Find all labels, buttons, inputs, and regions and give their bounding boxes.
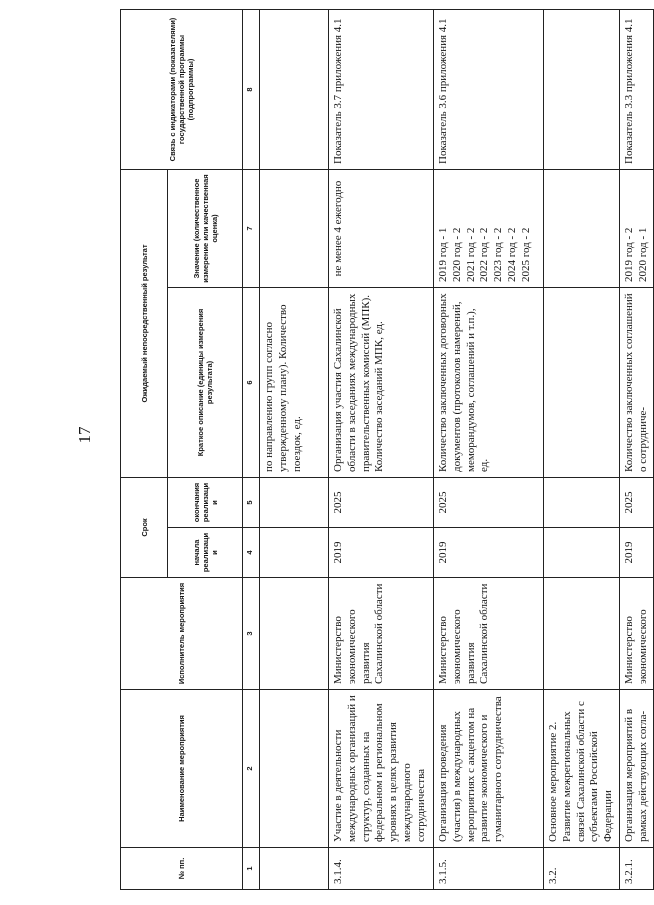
cell-start: 2019 [619, 528, 654, 578]
header-no: № пп. [121, 848, 243, 890]
header-term-start: начала реализации [168, 528, 243, 578]
cell-executor [544, 578, 620, 690]
header-result-value: Значение (количественное измерение или качественная оценка) [168, 170, 243, 288]
table-row [544, 10, 620, 890]
cell-link: Показатель 3.6 приложения 4.1 [434, 10, 544, 170]
cell-name: Организация проведения (участия) в международных мероприятиях с акцентом на развитие экономического и гуманитарного сотрудничества [434, 690, 544, 848]
header-term: Срок [121, 478, 168, 578]
cell-result-value: 2019 год - 1 2020 год - 2 2021 год - 2 2022 год - 2 2023 год - 2 2024 год - 2 2025 год - 2 [434, 170, 544, 288]
table-row [260, 10, 329, 890]
cell-end: 2025 [619, 478, 654, 528]
header-result-desc: Краткое описание (единицы измерения результата) [168, 288, 243, 478]
cell-result-value: не менее 4 ежегодно [329, 170, 434, 288]
column-number: 6 [243, 288, 260, 478]
cell-end [544, 478, 620, 528]
cell-executor: Министерство экономического [619, 578, 654, 690]
cell-result-value: 2019 год - 2 2020 год - 1 [619, 170, 654, 288]
cell-start: 2019 [434, 528, 544, 578]
cell-result-value [260, 170, 329, 288]
column-number: 7 [243, 170, 260, 288]
cell-result-desc [544, 288, 620, 478]
cell-no: 3.2.1. [619, 848, 654, 890]
column-number: 4 [243, 528, 260, 578]
page-number: 17 [75, 426, 94, 444]
cell-no [260, 848, 329, 890]
cell-no: 3.1.5. [434, 848, 544, 890]
cell-link: Показатель 3.7 приложения 4.1 [329, 10, 434, 170]
cell-link [544, 10, 620, 170]
cell-link: Показатель 3.3 приложения 4.1 [619, 10, 654, 170]
table-row [329, 10, 434, 890]
column-number-row [243, 10, 260, 890]
header-result: Ожидаемый непосредственный результат [121, 170, 168, 478]
header-name: Наименование мероприятия [121, 690, 243, 848]
cell-start [260, 528, 329, 578]
cell-result-desc: Количество заключенных соглашений о сотрудниче- [619, 288, 654, 478]
cell-result-value [544, 170, 620, 288]
column-number: 3 [243, 578, 260, 690]
header-row-1 [121, 10, 168, 890]
column-number: 2 [243, 690, 260, 848]
cell-result-desc: Количество заключенных договорных документов (протоколов намерений, меморандумов, соглашений и т.п.), ед. [434, 288, 544, 478]
header-executor: Исполнитель мероприятия [121, 578, 243, 690]
cell-executor [260, 578, 329, 690]
header-term-end: окончания реализации [168, 478, 243, 528]
cell-link [260, 10, 329, 170]
cell-name [260, 690, 329, 848]
column-number: 5 [243, 478, 260, 528]
cell-end: 2025 [329, 478, 434, 528]
header-link: Связь с индикаторами (показателями) государственной программы (подпрограммы) [121, 10, 243, 170]
cell-name: Основное мероприятие 2. Развитие межрегиональных связей Сахалинской области с субъектами Российской Федерации [544, 690, 620, 848]
cell-start: 2019 [329, 528, 434, 578]
cell-result-desc: по направлению групп согласно утвержденному плану). Количество поездок, ед. [260, 288, 329, 478]
column-number: 1 [243, 848, 260, 890]
activities-table [120, 9, 654, 890]
rotated-table-wrapper [120, 10, 649, 890]
cell-end [260, 478, 329, 528]
table-row [619, 10, 654, 890]
cell-end: 2025 [434, 478, 544, 528]
cell-executor: Министерство экономического развития Сахалинской области [434, 578, 544, 690]
cell-result-desc: Организация участия Сахалинской области в заседаниях международных правительственных комиссий (МПК). Количество заседаний МПК, ед. [329, 288, 434, 478]
table-row [434, 10, 544, 890]
cell-no: 3.1.4. [329, 848, 434, 890]
column-number: 8 [243, 10, 260, 170]
cell-name: Участие в деятельности международных организаций и структур, созданных на федеральном и региональном уровнях в целях развития международного сотрудничества [329, 690, 434, 848]
cell-executor: Министерство экономического развития Сахалинской области [329, 578, 434, 690]
document-sheet [120, 10, 649, 890]
cell-name: Организация мероприятий в рамках действующих согла- [619, 690, 654, 848]
cell-no: 3.2. [544, 848, 620, 890]
cell-start [544, 528, 620, 578]
